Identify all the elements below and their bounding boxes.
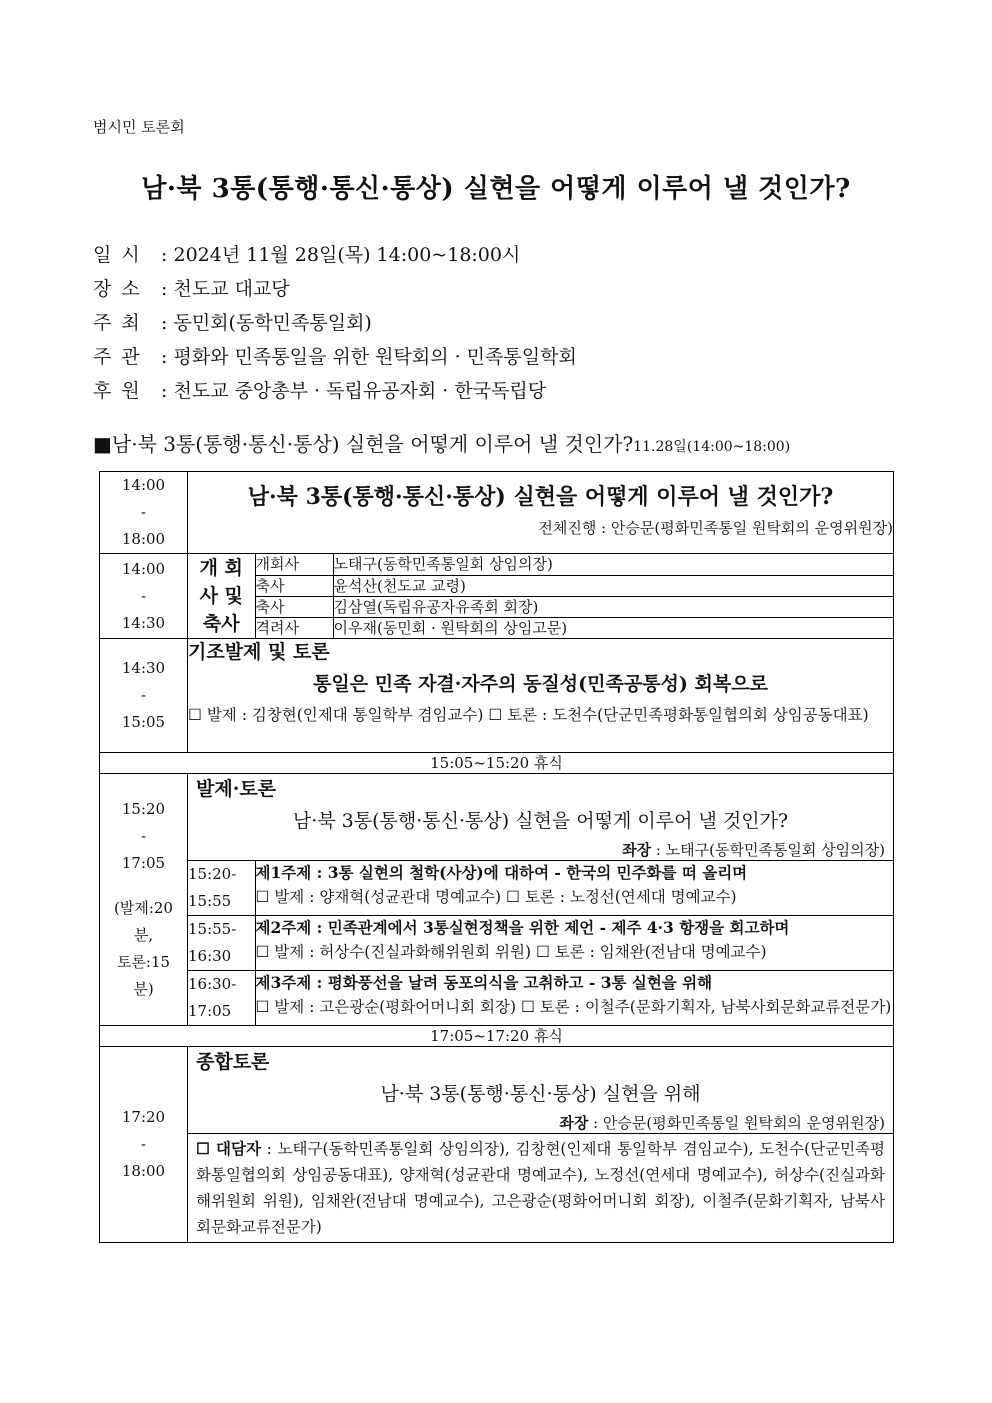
topic-cell: [255, 916, 893, 971]
table-row-general: [100, 1047, 894, 1243]
table-row-keynote: [100, 639, 894, 753]
duration-note: 분,: [133, 926, 154, 944]
chair-label: 좌장: [559, 1114, 589, 1132]
topic-time-start: 15:20-: [188, 865, 237, 883]
duration-note: 토론:15: [116, 953, 171, 971]
info-value: 동민회(동학민족통일회): [173, 312, 372, 334]
schedule-table: [99, 471, 894, 1243]
topic-time: [188, 861, 255, 916]
topic-row: [188, 916, 893, 971]
time-end: 18:00: [121, 1162, 166, 1180]
general-cell: [188, 1047, 894, 1243]
topic-detail: ☐ 발제 : 허상수(진실과화해위원회 위원) ☐ 토론 : 임채완(전남대 명예교수): [255, 943, 767, 961]
event-info: [93, 238, 577, 408]
opening-label-line: 축사: [202, 613, 240, 635]
time-cell: [100, 639, 188, 753]
role-cell: 축사: [255, 575, 333, 596]
general-header: [188, 1047, 893, 1133]
general-label: 종합토론: [196, 1051, 270, 1073]
time-cell: [100, 472, 188, 554]
info-label: 일 시: [93, 244, 142, 266]
time-start: 14:30: [121, 659, 166, 677]
keynote-label: 기조발제 및 토론: [188, 641, 330, 663]
schedule-heading-date: 11.28일(14:00~18:00): [633, 439, 791, 455]
opening-label: [188, 554, 255, 638]
topic-cell: [255, 861, 893, 916]
info-value: 2024년 11월 28일(목) 14:00~18:00시: [173, 244, 521, 266]
keynote-subtitle: 통일은 민족 자결·자주의 동질성(민족공통성) 회복으로: [313, 673, 768, 695]
time-end: 17:05: [121, 854, 166, 872]
info-value: 평화와 민족통일을 위한 원탁회의 · 민족통일학회: [173, 346, 577, 368]
keynote-cell: [188, 639, 894, 753]
chair-name: : 안승문(평화민족통일 원탁회의 운영위원장): [588, 1114, 885, 1132]
info-row-organizer: 주 관 : 평화와 민족통일을 위한 원탁회의 · 민족통일학회: [93, 340, 577, 374]
time-dash: -: [140, 586, 147, 605]
topic-detail: ☐ 발제 : 고은광순(평화어머니회 회장) ☐ 토론 : 이철주(문화기획자, 남북사회문화교류전문가): [255, 998, 892, 1016]
time-end: 18:00: [121, 530, 166, 548]
page-title: 남·북 3통(통행·통신·통상) 실현을 어떻게 이루어 낼 것인가?: [141, 174, 851, 204]
break-cell: 15:05~15:20 휴식: [100, 753, 894, 774]
panel-label: ☐ 대담자: [196, 1139, 261, 1158]
general-subtitle: 남·북 3통(통행·통신·통상) 실현을 위해: [380, 1083, 701, 1105]
topic-time-end: 17:05: [188, 1002, 232, 1020]
duration-note: (발제:20: [114, 899, 173, 917]
info-label: 장 소: [93, 278, 142, 300]
keynote-detail: ☐ 발제 : 김창현(인제대 통일학부 겸임교수) ☐ 토론 : 도천수(단군민족평화통일협의회 상임공동대표): [188, 706, 869, 724]
general-chair: [196, 1112, 885, 1133]
time-start: 14:00: [121, 559, 166, 578]
panel-label: 발제·토론: [196, 778, 277, 800]
panel-members: : 노태구(동학민족통일회 상임의장), 김창현(인제대 통일학부 겸임교수), 도천수(단군민족평화통일협의회 상임공동대표), 양재혁(성균관대 명예교수), 노정선(연세대 명예교수), 허상수(진실과화해위원회 위원), 임채완(전남대 명예교수), 고은광순(평화어머니회 회장), 이철주(문화기획자, 남북사회문화교류전문가): [196, 1140, 885, 1236]
topic-time-end: 16:30: [188, 947, 232, 965]
table-row-break: [100, 1026, 894, 1047]
info-row-date: 일 시 : 2024년 11월 28일(목) 14:00~18:00시: [93, 238, 577, 272]
duration-note: 분): [133, 980, 154, 998]
info-row-venue: 장 소 : 천도교 대교당: [93, 272, 577, 306]
opening-label-line: 사 및: [199, 585, 243, 607]
overall-moderator: 전체진행 : 안승문(평화민족통일 원탁회의 운영위원장): [538, 519, 893, 537]
time-end: 15:05: [121, 713, 166, 731]
info-row-sponsor: 후 원 : 천도교 중앙총부 · 독립유공자회 · 한국독립당: [93, 374, 577, 408]
info-row-host: 주 최 : 동민회(동학민족통일회): [93, 306, 577, 340]
break-cell: 17:05~17:20 휴식: [100, 1026, 894, 1047]
table-row-panel: [100, 774, 894, 1026]
time-start: 15:20: [121, 800, 166, 818]
topic-cell: [255, 971, 893, 1026]
opening-table: [188, 554, 893, 638]
schedule-heading: [93, 428, 790, 457]
role-cell: 격려사: [255, 617, 333, 638]
overall-cell: [188, 472, 894, 554]
topic-time-end: 15:55: [188, 892, 232, 910]
info-label: 주 최: [93, 312, 142, 334]
topics-table: [188, 860, 893, 1025]
info-value: 천도교 중앙총부 · 독립유공자회 · 한국독립당: [173, 380, 547, 402]
topic-title: 제1주제 : 3통 실현의 철학(사상)에 대하여 - 한국의 민주화를 떠 올리며: [255, 863, 748, 882]
role-cell: 개회사: [255, 554, 333, 575]
opening-label-line: 개 회: [199, 557, 243, 579]
topic-time-start: 16:30-: [188, 975, 237, 993]
person-cell: 노태구(동학민족통일회 상임의장): [333, 554, 893, 575]
time-cell: [100, 774, 188, 1026]
topic-time-start: 15:55-: [188, 920, 237, 938]
topic-time: [188, 971, 255, 1026]
topic-time: [188, 916, 255, 971]
topic-title: 제2주제 : 민족관계에서 3통실현정책을 위한 제언 - 제주 4·3 항쟁을 회고하며: [255, 918, 790, 937]
opening-cell: [188, 554, 894, 639]
topic-title: 제3주제 : 평화풍선을 날려 동포의식을 고취하고 - 3통 실현을 위해: [255, 973, 713, 992]
time-dash: -: [140, 827, 147, 845]
schedule-heading-text: ■남·북 3통(통행·통신·통상) 실현을 어떻게 이루어 낼 것인가?: [93, 432, 634, 456]
chair-name: : 노태구(동학민족통일회 상임의장): [651, 841, 885, 859]
general-panel: [188, 1133, 893, 1242]
time-dash: -: [140, 1135, 147, 1153]
table-row-opening: [100, 554, 894, 639]
panel-chair: [196, 839, 885, 860]
info-value: 천도교 대교당: [173, 278, 290, 300]
table-row-break: [100, 753, 894, 774]
panel-header: [188, 774, 893, 860]
time-cell: [100, 554, 188, 639]
topic-row: [188, 971, 893, 1026]
person-cell: 윤석산(천도교 교령): [333, 575, 893, 596]
time-end: 14:30: [121, 613, 166, 632]
info-label: 주 관: [93, 346, 142, 368]
role-cell: 축사: [255, 596, 333, 617]
topic-detail: ☐ 발제 : 양재혁(성균관대 명예교수) ☐ 토론 : 노정선(연세대 명예교수): [255, 888, 737, 906]
person-cell: 이우재(동민회 · 원탁회의 상임고문): [333, 618, 568, 637]
time-start: 17:20: [121, 1108, 166, 1126]
panel-cell: [188, 774, 894, 1026]
event-type-label: 범시민 토론회: [93, 118, 185, 136]
person-cell: 김삼열(독립유공자유족회 회장): [333, 596, 893, 617]
info-label: 후 원: [93, 380, 142, 402]
time-cell: [100, 1047, 188, 1243]
chair-label: 좌장: [622, 841, 652, 859]
topic-row: [188, 861, 893, 916]
table-row-overall: [100, 472, 894, 554]
overall-title: 남·북 3통(통행·통신·통상) 실현을 어떻게 이루어 낼 것인가?: [247, 484, 834, 510]
time-dash: -: [140, 503, 147, 521]
time-dash: -: [140, 686, 147, 704]
panel-subtitle: 남·북 3통(통행·통신·통상) 실현을 어떻게 이루어 낼 것인가?: [292, 810, 789, 832]
time-start: 14:00: [121, 476, 166, 494]
